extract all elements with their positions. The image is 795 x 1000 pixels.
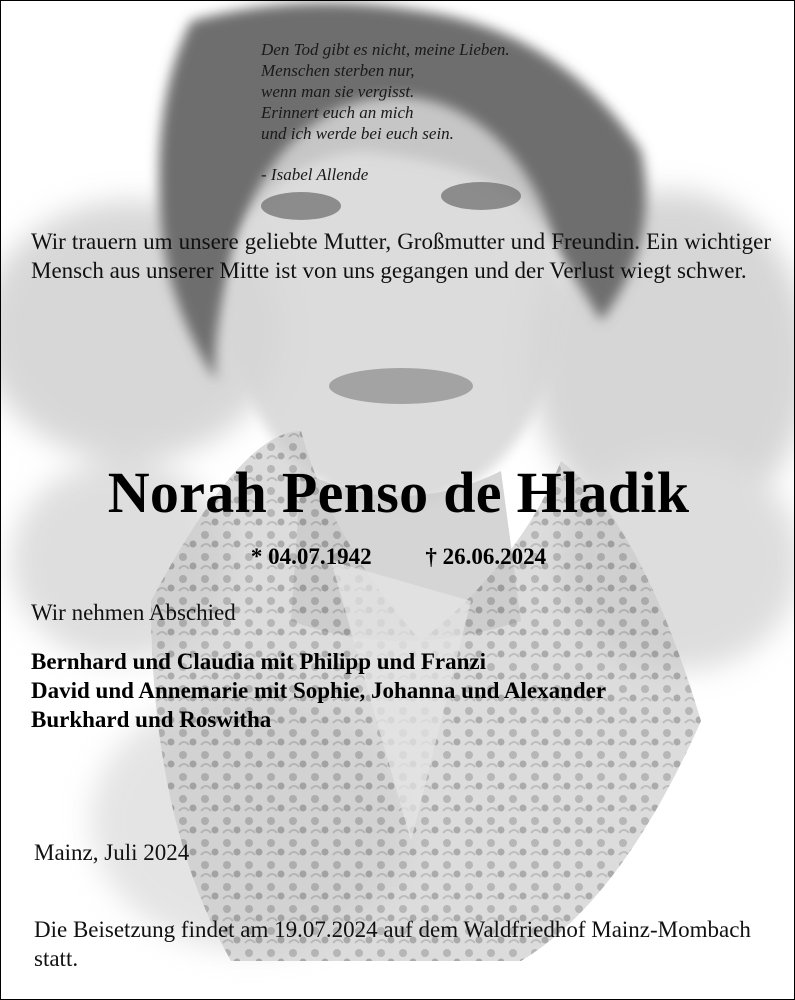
mourner-line: David und Annemarie mit Sophie, Johanna und Alexander	[31, 678, 607, 703]
mourner-line: Burkhard und Roswitha	[31, 707, 272, 732]
quote-line: Den Tod gibt es nicht, meine Lieben.	[261, 40, 510, 59]
quote-line: wenn man sie vergisst.	[261, 82, 415, 101]
mourners-list	[31, 647, 606, 734]
farewell-text: Wir nehmen Abschied	[31, 600, 236, 625]
place-date: Mainz, Juli 2024	[34, 840, 190, 865]
quote-line: Menschen sterben nur,	[261, 61, 415, 80]
quote-line: Erinnert euch an mich	[261, 103, 414, 122]
death-date: † 26.06.2024	[425, 544, 547, 569]
quote-author: - Isabel Allende	[261, 165, 369, 184]
burial-info: Die Beisetzung findet am 19.07.2024 auf dem Waldfriedhof Mainz-Mombach statt.	[34, 917, 751, 971]
quote-line: und ich werde bei euch sein.	[261, 124, 454, 143]
intro-text: Wir trauern um unsere geliebte Mutter, Großmutter und Freundin. Ein wichtiger Mensch aus unserer Mitte ist von uns gegangen und der Verlust wiegt schwer.	[31, 229, 771, 283]
birth-date: * 04.07.1942	[250, 544, 372, 569]
life-dates	[1, 544, 795, 570]
deceased-name: Norah Penso de Hladik	[107, 460, 690, 525]
quote-block	[261, 39, 621, 185]
mourner-line: Bernhard und Claudia mit Philipp und Franzi	[31, 649, 487, 674]
